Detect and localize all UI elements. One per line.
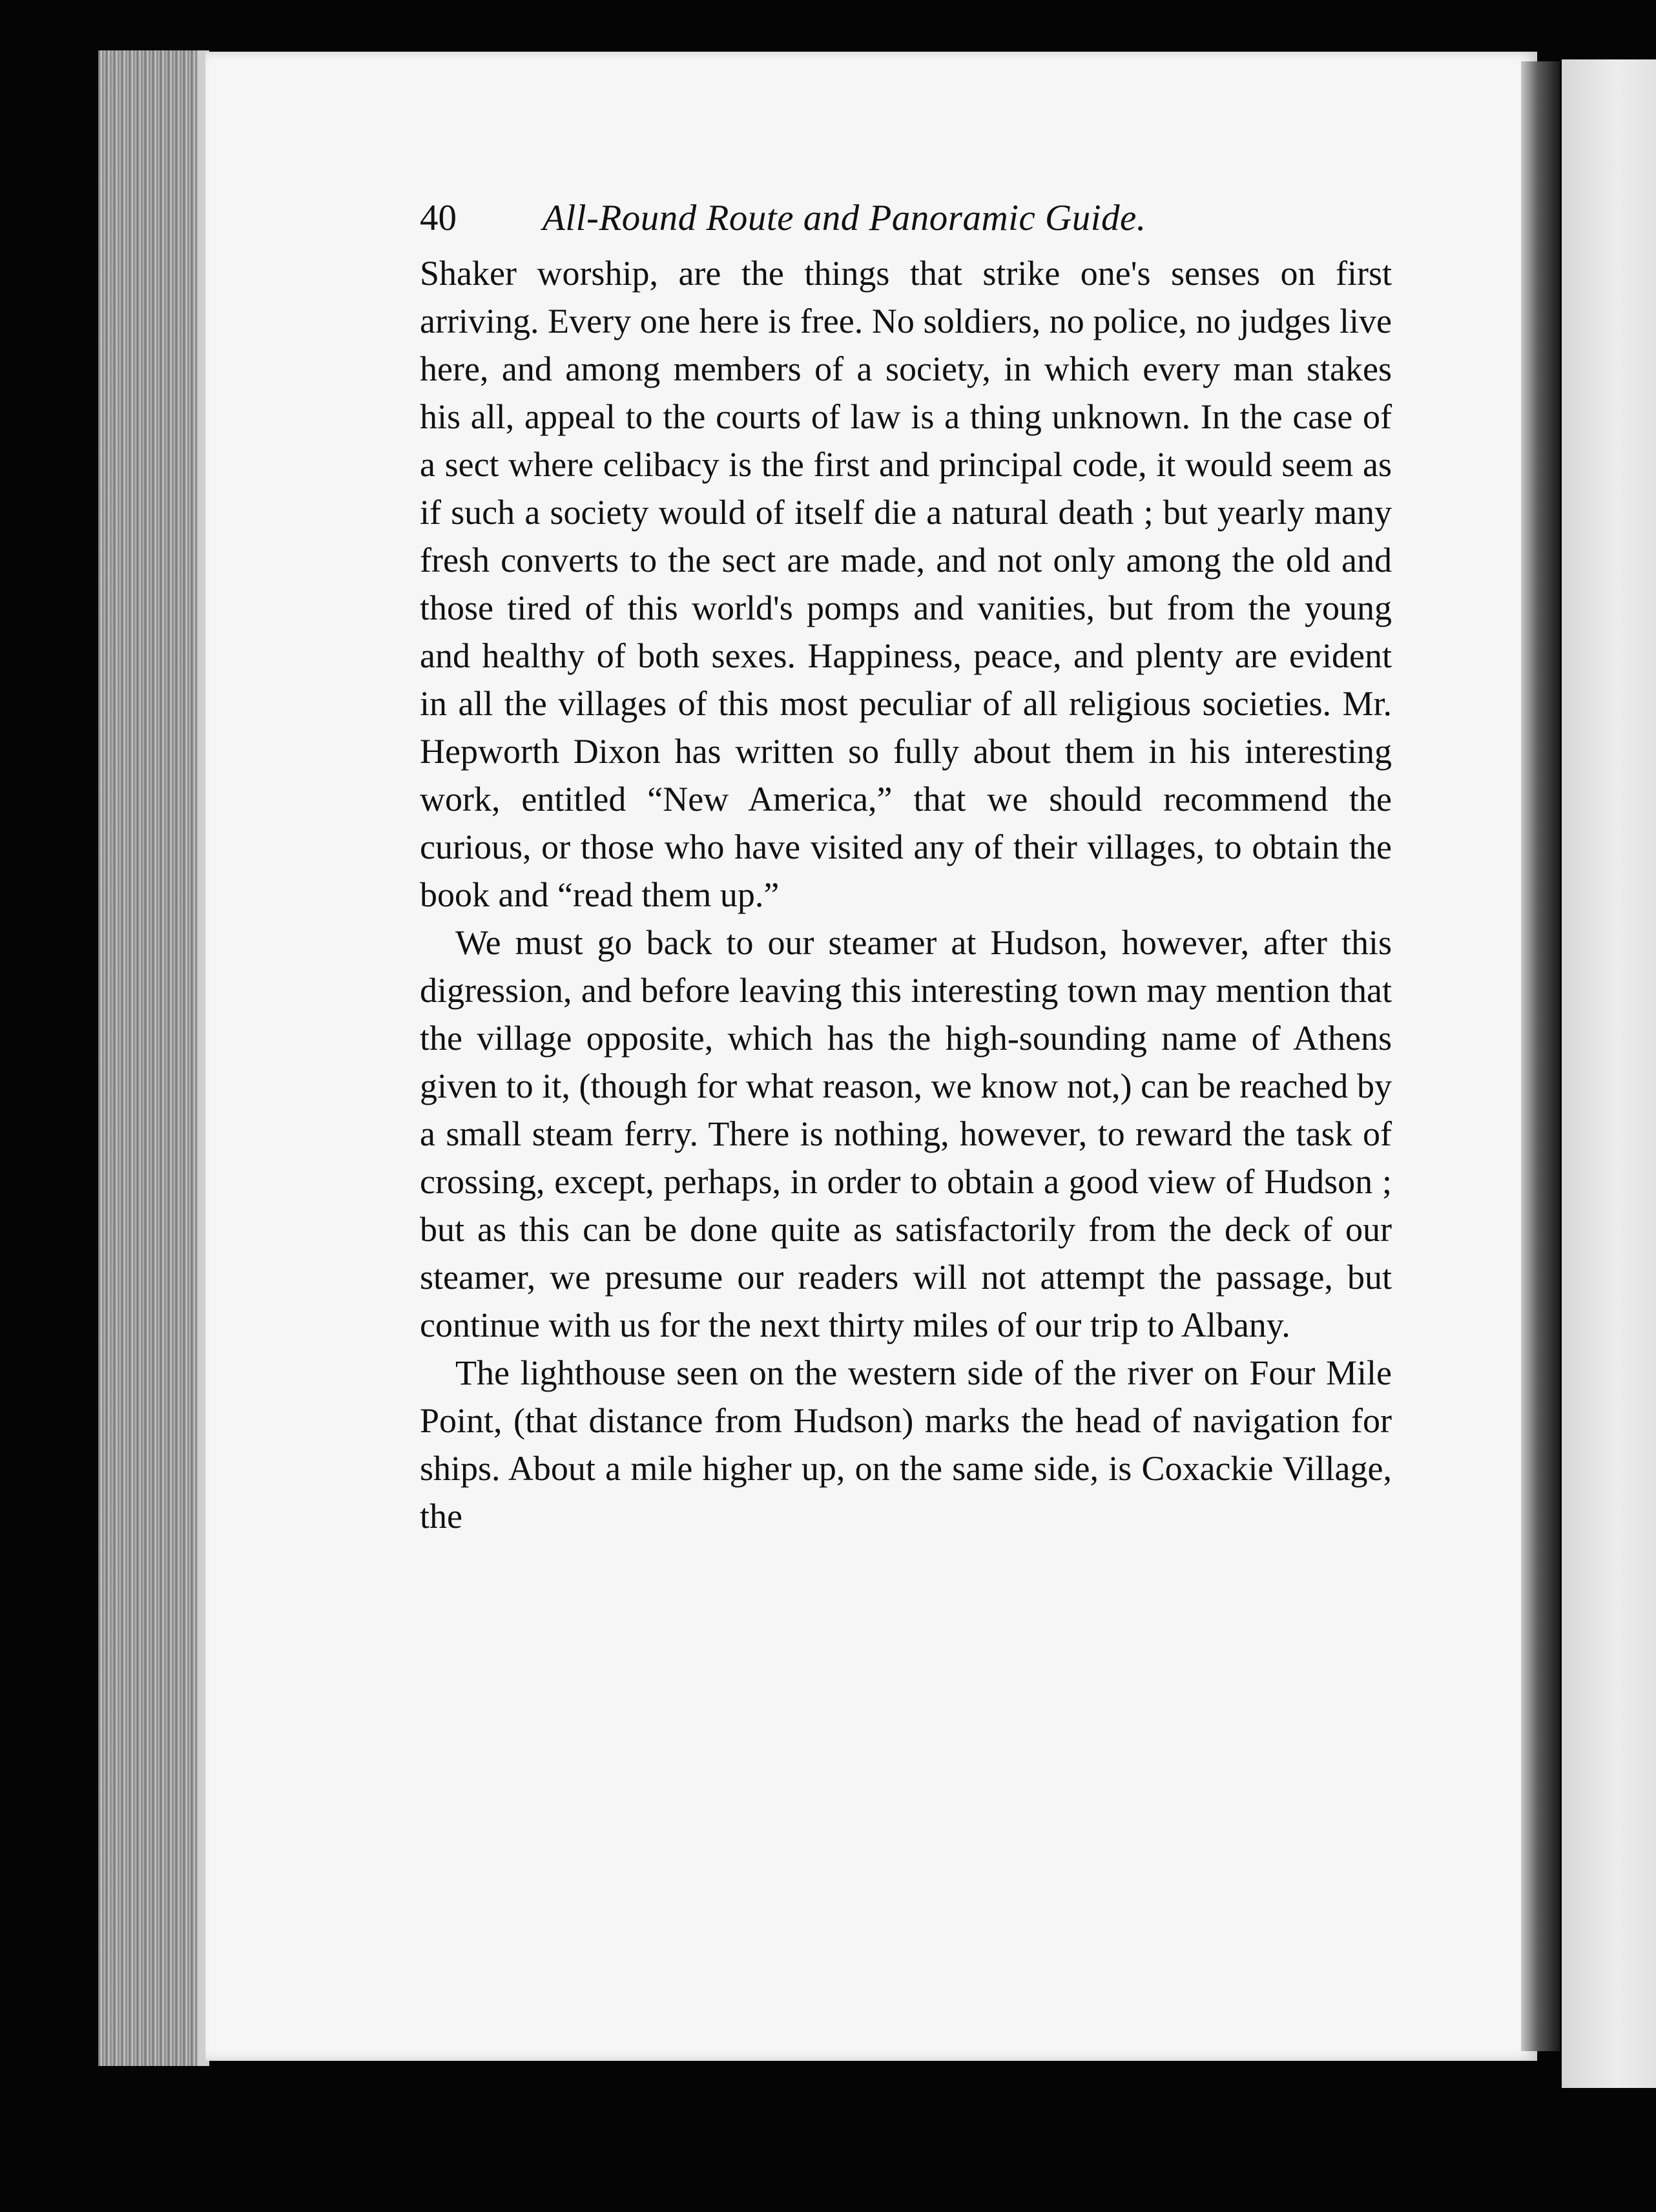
page-text-block xyxy=(420,187,1392,1540)
page-number: 40 xyxy=(420,198,457,238)
binding-gutter xyxy=(1521,61,1560,2051)
paragraph-1: Shaker worship, are the things that strike one's senses on first arriving. Every one here is free. No soldiers, no police, no judges live here, and among members of a society, in which every man stakes his all, appeal to the courts of law is a thing unknown. In the case of a sect where celibacy is the first and principal code, it would seem as if such a society would of itself die a natural death ; but yearly many fresh converts to the sect are made, and not only among the old and those tired of this world's pomps and vanities, but from the young and healthy of both sexes. Happiness, peace, and plenty are evident in all the villages of this most peculiar of all religious societies. Mr. Hepworth Dixon has written so fully about them in his interesting work, entitled “New America,” that we should recommend the curious, or those who have visited any of their villages, to obtain the book and “read them up.” xyxy=(420,254,1392,914)
paragraph-3: The lighthouse seen on the western side of the river on Four Mile Point, (that distance from Hudson) marks the head of navigation for ships. About a mile higher up, on the same side, is Coxackie Village, the xyxy=(420,1353,1392,1536)
facing-page-edge xyxy=(1562,59,1656,2088)
running-head xyxy=(420,187,1392,249)
running-title: All-Round Route and Panoramic Guide. xyxy=(543,198,1146,238)
paragraph-2: We must go back to our steamer at Hudson, however, after this digression, and before leaving this interesting town may mention that the village opposite, which has the high-sounding name of Athens given to it, (though for what reason, we know not,) can be reached by a small steam ferry. There is nothing, however, to reward the task of crossing, except, perhaps, in order to obtain a good view of Hudson ; but as this can be done quite as satisfactorily from the deck of our steamer, we presume our readers will not attempt the passage, but continue with us for the next thirty miles of our trip to Albany. xyxy=(420,923,1392,1344)
page-edges xyxy=(98,50,209,2066)
